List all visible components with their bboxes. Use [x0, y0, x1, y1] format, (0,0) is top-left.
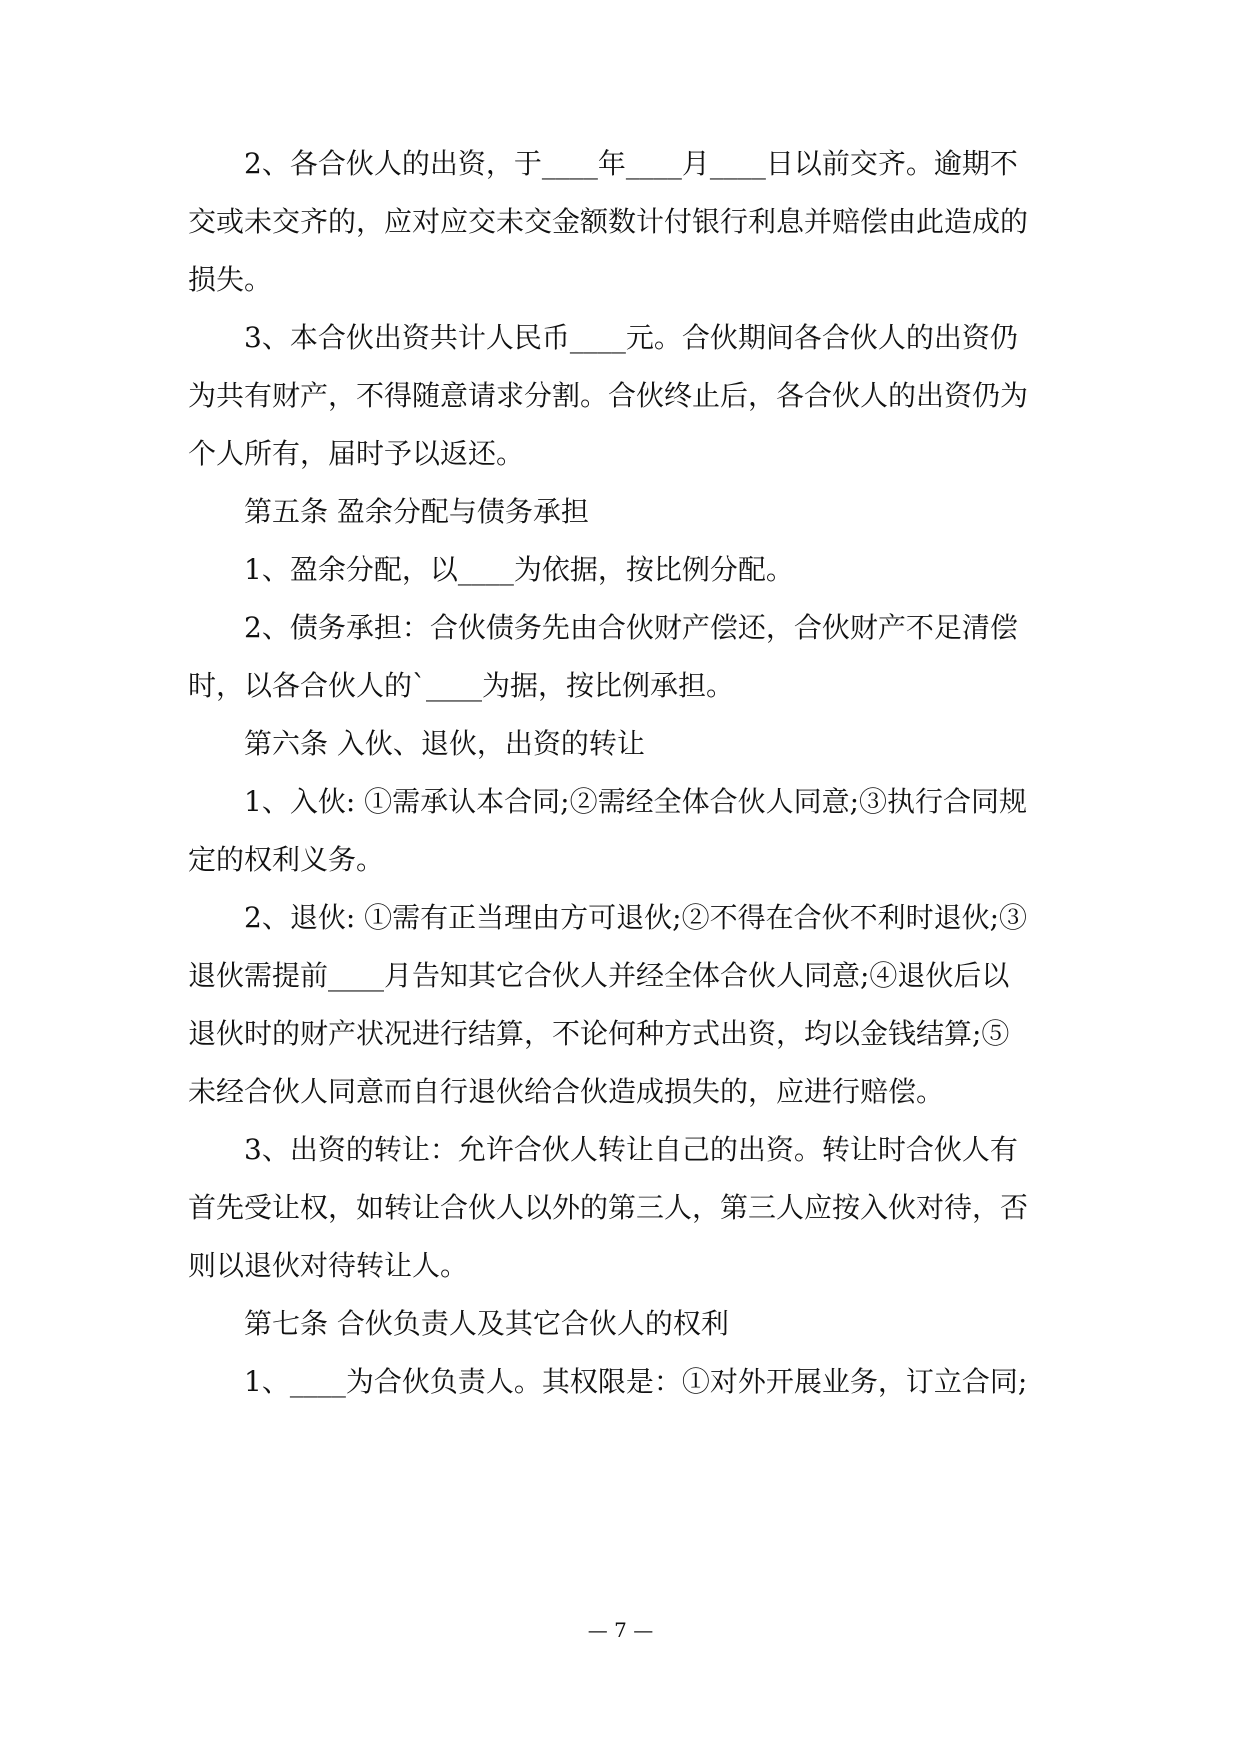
section-heading: 第六条 入伙、退伙，出资的转让: [244, 727, 645, 760]
paragraph-line: 未经合伙人同意而自行退伙给合伙造成损失的，应进行赔偿。: [188, 1075, 945, 1108]
section-heading: 第七条 合伙负责人及其它合伙人的权利: [244, 1307, 729, 1340]
paragraph-line: 2、债务承担：合伙债务先由合伙财产偿还，合伙财产不足清偿: [244, 611, 1018, 644]
section-heading: 第五条 盈余分配与债务承担: [244, 495, 589, 528]
paragraph-line: 交或未交齐的，应对应交未交金额数计付银行利息并赔偿由此造成的: [188, 205, 1029, 238]
paragraph-line: 定的权利义务。: [188, 843, 385, 876]
page-number: — 7 —: [587, 1618, 654, 1642]
paragraph-line: 为共有财产，不得随意请求分割。合伙终止后，各合伙人的出资仍为: [188, 379, 1029, 412]
paragraph-line: 2、退伙: ①需有正当理由方可退伙;②不得在合伙不利时退伙;③: [244, 901, 1028, 934]
paragraph-line: 时，以各合伙人的`____为据，按比例承担。: [188, 669, 735, 702]
paragraph-line: 退伙时的财产状况进行结算，不论何种方式出资，均以金钱结算;⑤: [188, 1017, 1010, 1050]
paragraph-line: 首先受让权，如转让合伙人以外的第三人，第三人应按入伙对待，否: [188, 1191, 1029, 1224]
paragraph-line: 损失。: [188, 263, 273, 296]
paragraph-line: 1、盈余分配，以____为依据，按比例分配。: [244, 553, 794, 586]
paragraph-line: 3、出资的转让：允许合伙人转让自己的出资。转让时合伙人有: [244, 1133, 1018, 1166]
paragraph-line: 1、入伙: ①需承认本合同;②需经全体合伙人同意;③执行合同规: [244, 785, 1028, 818]
paragraph-line: 2、各合伙人的出资，于____年____月____日以前交齐。逾期不: [244, 147, 1018, 180]
paragraph-line: 则以退伙对待转让人。: [188, 1249, 469, 1282]
paragraph-line: 个人所有，届时予以返还。: [188, 437, 525, 470]
paragraph-line: 1、____为合伙负责人。其权限是：①对外开展业务，订立合同;: [244, 1365, 1028, 1398]
paragraph-line: 退伙需提前____月告知其它合伙人并经全体合伙人同意;④退伙后以: [188, 959, 1010, 992]
paragraph-line: 3、本合伙出资共计人民币____元。合伙期间各合伙人的出资仍: [244, 321, 1018, 354]
